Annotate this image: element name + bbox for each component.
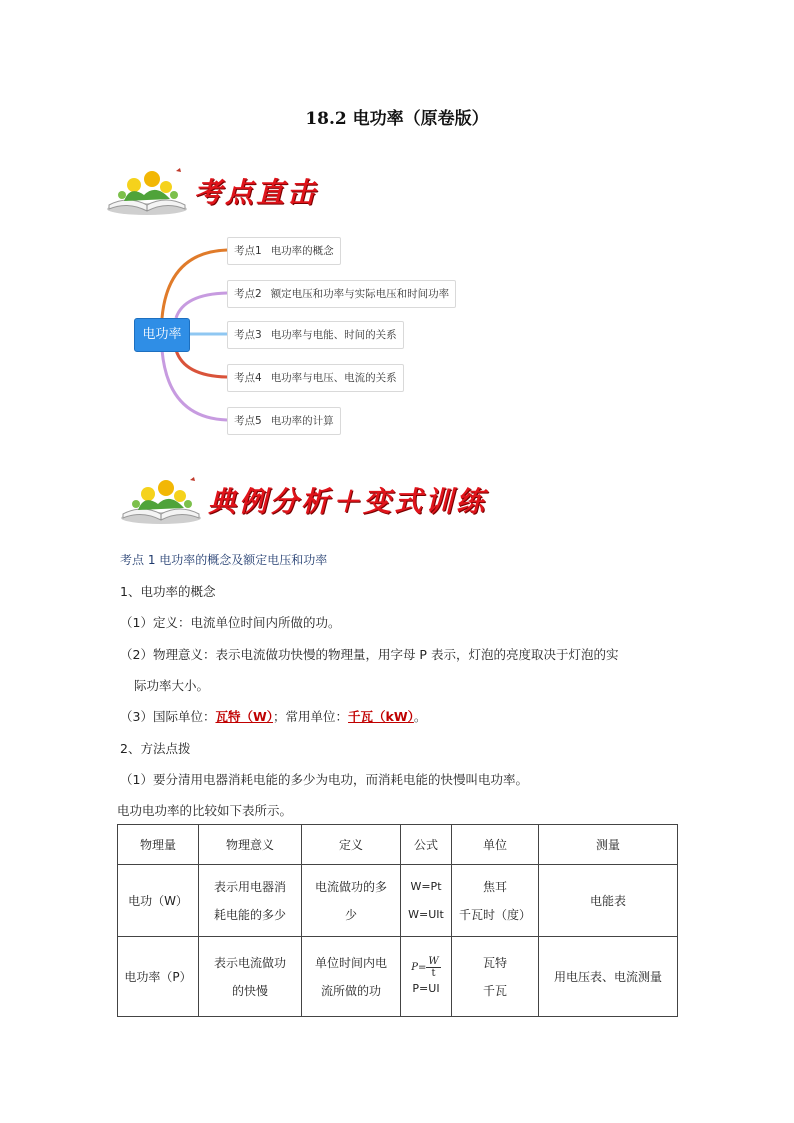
row-formula [401,865,452,937]
text-line: 表示电流做功 [213,955,286,970]
paragraph-tip: （1）要分清用电器消耗电能的多少为电功，而消耗电能的快慢叫电功率。 [120,772,528,787]
text-line: 电流做功的多 [314,879,387,894]
paragraph-table-intro: 电功电功率的比较如下表所示。 [117,803,293,818]
text-line: 千瓦时（度） [458,907,531,922]
paragraph-method: 2、方法点拨 [120,741,191,756]
node-tag: 考点5 [234,415,262,427]
open-book-flowers-icon [104,165,190,217]
node-text: 电功率与电压、电流的关系 [270,372,397,384]
text-line: 耗电能的多少 [213,907,286,922]
header-cell: 定义 [302,825,401,865]
mind-map-node-5 [227,407,341,435]
header-cell: 物理量 [118,825,199,865]
page-title: 18.2 电功率（原卷版） [305,109,489,129]
paragraph-meaning-1: （2）物理意义：表示电流做功快慢的物理量，用字母 P 表示，灯泡的亮度取决于灯泡的实 [120,647,619,662]
units-mid: ；常用单位： [273,709,349,724]
mind-map [120,230,480,440]
comparison-table [117,824,678,1017]
node-text: 电功率的计算 [270,415,334,427]
table-header-row [118,825,678,865]
mind-map-node-2 [227,280,456,308]
formula-symbol: P [411,962,419,973]
common-unit: 千瓦（kW） [348,709,414,724]
units-end: 。 [413,709,427,724]
row-definition [302,865,401,937]
formula-line: W=UIt [408,907,444,921]
node-text: 额定电压和功率与实际电压和时间功率 [270,288,450,300]
mind-map-node-4 [227,364,404,392]
row-name: 电功率（P） [118,937,199,1017]
mind-map-root: 电功率 [134,318,190,352]
fraction-denominator: t [431,967,436,979]
fraction-numerator: W [428,955,439,967]
text-line: 表示用电器消 [213,879,286,894]
mind-map-node-3 [227,321,404,349]
open-book-flowers-icon [118,474,204,526]
node-text: 电功率的概念 [270,245,334,257]
header-cell: 单位 [452,825,539,865]
row-unit [452,937,539,1017]
table-row [118,937,678,1017]
node-text: 电功率与电能、时间的关系 [270,329,397,341]
paragraph-meaning-2: 际功率大小。 [134,678,210,693]
fraction-formula [404,955,448,980]
row-meaning [199,937,302,1017]
row-name: 电功（W） [118,865,199,937]
row-unit [452,865,539,937]
mind-map-node-1 [227,237,341,265]
formula-line: W=Pt [410,879,442,893]
text-line: 千瓦 [482,983,507,998]
row-measure: 用电压表、电流测量 [539,937,678,1017]
row-definition [302,937,401,1017]
text-line: 单位时间内电 [314,955,387,970]
banner-title-2: 典例分析＋变式训练 [208,485,488,518]
row-meaning [199,865,302,937]
units-prefix: （3）国际单位： [120,709,216,724]
node-tag: 考点3 [234,329,262,341]
text-line: 焦耳 [482,879,507,894]
paragraph-units [120,707,426,725]
row-measure: 电能表 [539,865,678,937]
formula-line: P=UI [412,982,440,995]
node-tag: 考点1 [234,245,262,257]
table-row [118,865,678,937]
node-tag: 考点4 [234,372,262,384]
paragraph-definition: （1）定义：电流单位时间内所做的功。 [120,615,341,630]
row-formula [401,937,452,1017]
header-cell: 公式 [401,825,452,865]
si-unit: 瓦特（W） [215,709,274,724]
paragraph-1: 1、电功率的概念 [120,584,216,599]
fraction [426,956,440,979]
section-heading: 考点 1 电功率的概念及额定电压和功率 [120,553,328,567]
formula-equals: = [418,962,427,973]
text-line: 少 [344,907,357,922]
banner-title-1: 考点直击 [194,176,319,209]
node-tag: 考点2 [234,288,262,300]
header-cell: 物理意义 [199,825,302,865]
text-line: 瓦特 [482,955,507,970]
header-cell: 测量 [539,825,678,865]
text-line: 的快慢 [231,983,268,998]
text-line: 流所做的功 [320,983,381,998]
